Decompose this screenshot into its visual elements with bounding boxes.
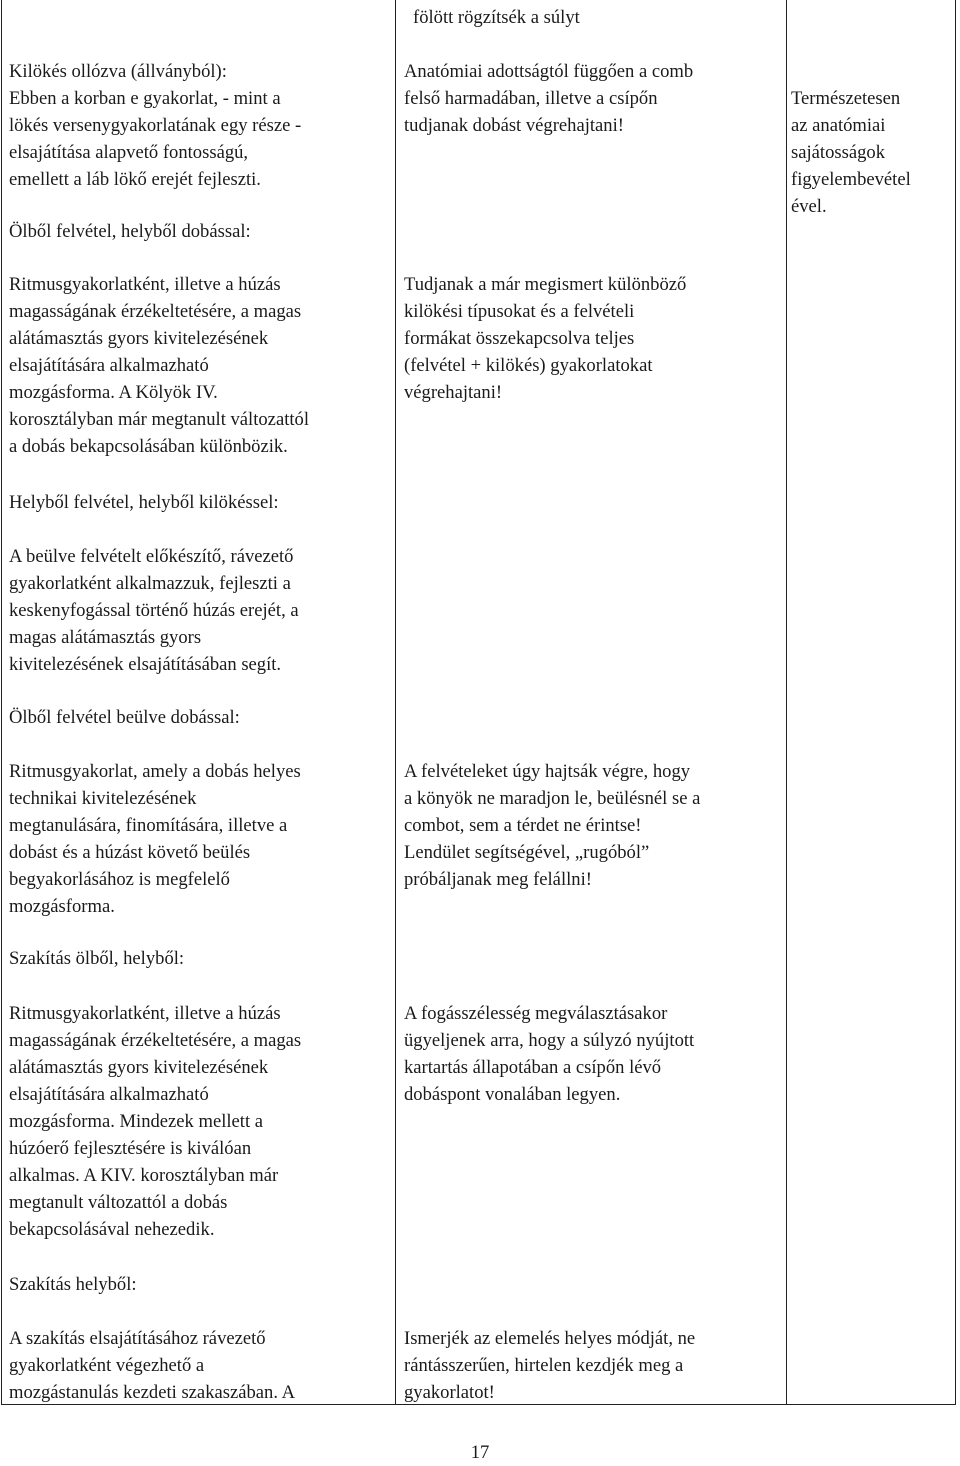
text-line: az anatómiai [791,115,886,136]
text-line: gyakorlatként végezhető a [9,1355,205,1376]
col2-paragraph-anatomiai-adottsag [404,58,693,139]
text-line: korosztályban már megtanult változattól [9,409,309,430]
text-line: dobáspont vonalában legyen. [404,1084,621,1105]
text-line: mozgásforma. Mindezek mellett a [9,1111,264,1132]
col1-paragraph-beulve-felvetel [9,543,299,678]
text-line: A szakítás elsajátításához rávezető [9,1328,266,1349]
text-line: Természetesen [791,88,901,109]
text-line: Ölből felvétel, helyből dobással: [9,221,251,242]
text-line: kartartás állapotában a csípőn lévő [404,1057,662,1078]
col1-paragraph-ritmusgyakorlat-3 [9,1000,301,1243]
col1-paragraph-szakitas-elsajatitasa [9,1325,295,1406]
text-line: a könyök ne maradjon le, beülésnél se a [404,788,701,809]
text-line: kivitelezésének elsajátításában segít. [9,654,282,675]
text-line: figyelembevétel [791,169,911,190]
col1-heading-szakitas-helybol [9,1271,137,1298]
text-line: mozgástanulás kezdeti szakaszában. A [9,1382,296,1403]
col1-paragraph-ritmusgyakorlat-1 [9,271,309,460]
text-line: gyakorlatként alkalmazzuk, fejleszti a [9,573,291,594]
text-line: Tudjanak a már megismert különböző [404,274,687,295]
col1-paragraph-kilokes-ollozva [9,58,301,193]
text-line: Szakítás helyből: [9,1274,137,1295]
text-line: begyakorlásához is megfelelő [9,869,230,890]
text-line: sajátosságok [791,142,885,163]
text-line: Ritmusgyakorlatként, illetve a húzás [9,1003,281,1024]
text-line: Helyből felvétel, helyből kilökéssel: [9,492,279,513]
text-line: gyakorlatot! [404,1382,495,1403]
text-line: Ismerjék az elemelés helyes módját, ne [404,1328,696,1349]
text-line: rántásszerűen, hirtelen kezdjék meg a [404,1355,684,1376]
text-line: magasságának érzékeltetésére, a magas [9,1030,302,1051]
text-line: ügyeljenek arra, hogy a súlyzó nyújtott [404,1030,695,1051]
text-line: lökés versenygyakorlatának egy része - [9,115,302,136]
text-line: alátámasztás gyors kivitelezésének [9,328,269,349]
column-divider-1 [395,0,396,1404]
col1-heading-szakitas-olbol [9,945,184,972]
text-line: keskenyfogással történő húzás erejét, a [9,600,299,621]
page-number: 17 [470,1442,490,1463]
text-line: formákat összekapcsolva teljes [404,328,635,349]
text-line: technikai kivitelezésének [9,788,197,809]
text-line: Kilökés ollózva (állványból): [9,61,227,82]
text-line: felső harmadában, illetve a csípőn [404,88,658,109]
text-line: magasságának érzékeltetésére, a magas [9,301,302,322]
text-line: combot, sem a térdet ne érintse! [404,815,642,836]
text-line: emellett a láb lökő erejét fejleszti. [9,169,261,190]
text-line: elsajátítására alkalmazható [9,355,209,376]
text-line: próbáljanak meg felállni! [404,869,592,890]
text-line: A fogásszélesség megválasztásakor [404,1003,668,1024]
text-line: Lendület segítségével, „rugóból” [404,842,650,863]
col1-heading-olbol-felvetel-beulve [9,704,240,731]
text-line: A beülve felvételt előkészítő, rávezető [9,546,294,567]
text-line: ével. [791,196,827,217]
text-line: tudjanak dobást végrehajtani! [404,115,624,136]
text-line: Ritmusgyakorlat, amely a dobás helyes [9,761,301,782]
col2-paragraph-felvetelek [404,758,700,893]
text-line: magas alátámasztás gyors [9,627,202,648]
col2-paragraph-kilokesi-tipusok [404,271,686,406]
text-line: alkalmas. A KIV. korosztályban már [9,1165,279,1186]
text-line: Ritmusgyakorlatként, illetve a húzás [9,274,281,295]
text-line: kilökési típusokat és a felvételi [404,301,635,322]
text-line: (felvétel + kilökés) gyakorlatokat [404,355,653,376]
text-line: Ölből felvétel beülve dobással: [9,707,240,728]
col1-paragraph-ritmusgyakorlat-2 [9,758,301,920]
text-line: mozgásforma. A Kölyök IV. [9,382,218,403]
col1-heading-helybol-felvetel-kilokessel [9,489,279,516]
text-line: elsajátítására alkalmazható [9,1084,209,1105]
text-line: Ebben a korban e gyakorlat, - mint a [9,88,281,109]
text-line: fölött rögzítsék a súlyt [413,7,580,28]
column-divider-2 [786,0,787,1404]
text-line: bekapcsolásával nehezedik. [9,1219,215,1240]
text-line: húzóerő fejlesztésére is kiválóan [9,1138,252,1159]
text-line: Anatómiai adottságtól függően a comb [404,61,694,82]
text-line: megtanult változattól a dobás [9,1192,228,1213]
text-line: végrehajtani! [404,382,503,403]
text-line: a dobás bekapcsolásában különbözik. [9,436,288,457]
col3-paragraph-termeszetesen [791,85,911,220]
col2-paragraph-fogasszelesseg [404,1000,694,1108]
text-line: elsajátítása alapvető fontosságú, [9,142,249,163]
text-line: dobást és a húzást követő beülés [9,842,251,863]
text-line: Szakítás ölből, helyből: [9,948,185,969]
col2-top-continuation [413,4,580,31]
text-line: mozgásforma. [9,896,115,917]
text-line: megtanulására, finomítására, illetve a [9,815,288,836]
col1-heading-olbol-felvetel-helybol-dobassal [9,218,251,245]
text-line: alátámasztás gyors kivitelezésének [9,1057,269,1078]
col2-paragraph-elemeles [404,1325,695,1406]
text-line: A felvételeket úgy hajtsák végre, hogy [404,761,691,782]
